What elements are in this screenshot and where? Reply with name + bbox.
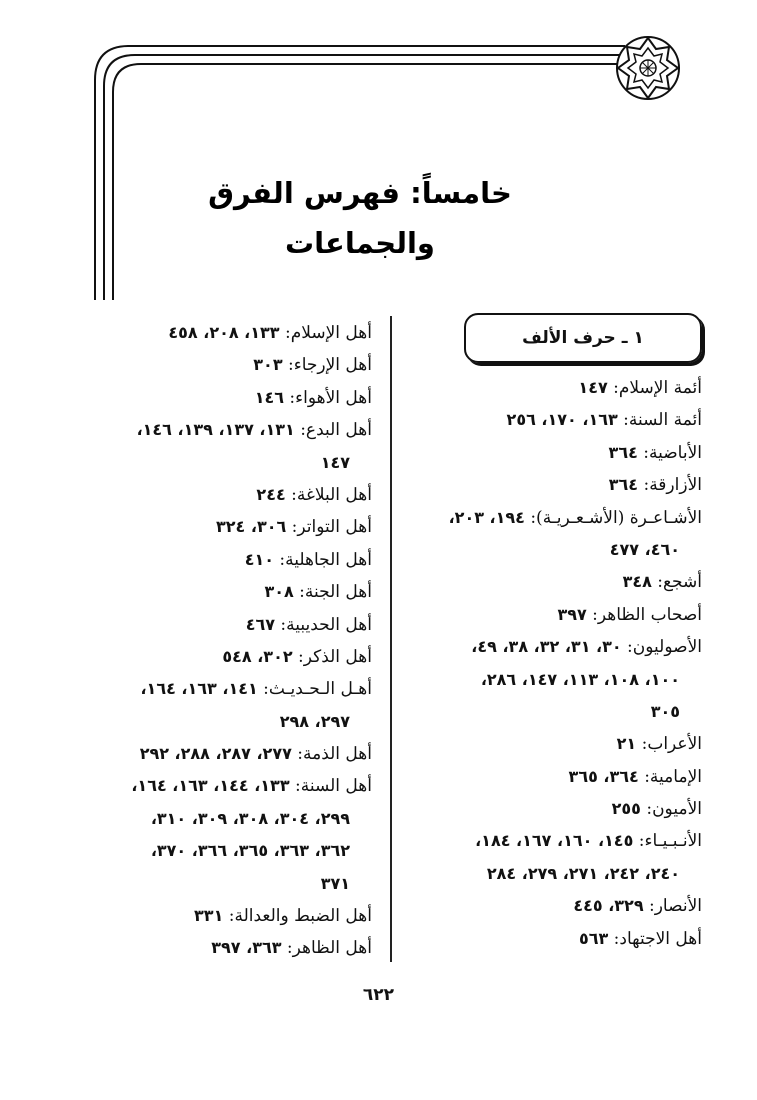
index-entry [52,868,372,900]
entry-page-numbers: ٥٦٣ [578,928,609,948]
index-entry [52,932,372,964]
index-entry [52,544,372,576]
index-entry [52,447,372,479]
entry-label: الأنـبـيـاء: [638,831,702,852]
index-entry [52,511,372,543]
index-entry [52,382,372,414]
index-entry [52,803,372,835]
entry-page-numbers: ٣٢٩، ٤٤٥ [573,896,644,916]
column-divider [390,316,392,962]
index-entry [52,770,372,802]
index-entry [52,414,372,446]
ornament-icon [617,37,679,99]
index-entry [402,923,702,955]
index-entry [402,566,702,598]
entry-page-numbers: ١٤٧ [578,378,608,397]
entry-label: الأميون: [646,799,702,820]
index-entry [402,728,702,760]
entry-page-numbers: ١٤٧ [320,452,350,472]
entry-page-numbers: ٣٠، ٣١، ٣٢، ٣٨، ٤٩، [471,637,622,657]
index-entry [52,900,372,932]
entry-label: أهل الذكر: [298,646,372,667]
index-entry [402,761,702,793]
entry-page-numbers: ٣٧١ [320,873,350,893]
entry-page-numbers: ٣٠٦، ٣٢٤ [216,517,287,537]
entry-label: الأزارقة: [643,475,702,496]
entry-page-numbers: ٣٩٧ [557,604,587,624]
entry-page-numbers: ٢٤٤ [256,484,286,504]
entry-label: أهل الجنة: [299,582,372,603]
index-entry [402,631,702,663]
index-column-right [402,372,702,955]
entry-label: أهل البدع: [300,420,372,441]
entry-page-numbers: ٣٠٣ [253,355,283,375]
index-entry [402,664,702,696]
entry-page-numbers: ٣٠٢، ٥٤٨ [222,646,293,666]
entry-page-numbers: ٤٦٧ [245,614,275,634]
entry-label: أهـل الـحـديـث: [263,679,372,700]
entry-label: أهل الجاهلية: [279,549,372,570]
entry-label: الإمامية: [644,766,702,787]
index-entry [52,673,372,705]
index-entry [402,793,702,825]
entry-page-numbers: ٢٤٠، ٢٤٢، ٢٧١، ٢٧٩، ٢٨٤ [486,863,680,883]
entry-page-numbers: ٣٠٥ [650,701,680,721]
index-entry [402,858,702,890]
entry-page-numbers: ٢٩٩، ٣٠٤، ٣٠٨، ٣٠٩، ٣١٠، [150,808,350,828]
entry-label: أهل الأهواء: [289,387,372,408]
entry-label: الأعراب: [641,734,702,755]
index-entry [52,641,372,673]
entry-label: أهل الحديبية: [280,614,372,635]
entry-label: أهل الظاهر: [286,938,372,959]
page-number: ٦٢٢ [362,985,395,1005]
entry-page-numbers: ١٤١، ١٦٣، ١٦٤، [140,679,258,699]
entry-page-numbers: ١٣٣، ٢٠٨، ٤٥٨ [168,323,280,342]
entry-label: أئمة الإسلام: [613,378,702,398]
entry-label: أهل السنة: [294,776,372,797]
entry-label: الأصوليون: [627,637,702,658]
index-entry [52,317,372,349]
index-entry [402,825,702,857]
entry-label: أئمة السنة: [623,410,702,431]
entry-page-numbers: ٣٣١ [194,906,224,926]
entry-label: أهل الإسلام: [284,323,372,343]
entry-label: أهل الذمة: [297,744,372,765]
entry-page-numbers: ١٩٤، ٢٠٣، [448,507,525,527]
section-heading: ١ ـ حرف الألف [464,313,702,363]
entry-page-numbers: ٣٠٨ [264,582,294,602]
index-entry [52,349,372,381]
entry-label: الأشـاعـرة (الأشـعـريـة): [530,507,702,528]
entry-label: أهل الاجتهاد: [613,928,702,949]
entry-page-numbers: ١٤٥، ١٦٠، ١٦٧، ١٨٤، [475,831,634,851]
index-entry [402,890,702,922]
index-entry [402,404,702,436]
entry-label: أشجع: [657,572,702,593]
index-entry [52,479,372,511]
entry-page-numbers: ٢١ [616,734,637,754]
entry-label: أهل الإرجاء: [287,355,372,376]
index-entry [402,437,702,469]
entry-label: الأنصار: [648,896,702,917]
index-entry [402,599,702,631]
entry-label: أهل البلاغة: [291,484,372,505]
index-entry [52,738,372,770]
entry-page-numbers: ١٦٣، ١٧٠، ٢٥٦ [506,410,618,430]
index-entry [402,469,702,501]
entry-label: أهل التواتر: [291,517,372,538]
entry-label: الأباضية: [643,442,702,463]
page-title: خامساً: فهرس الفرق والجماعات [208,176,512,260]
entry-page-numbers: ١٠٠، ١٠٨، ١١٣، ١٤٧، ٢٨٦، [480,669,680,689]
entry-page-numbers: ٣٦٢، ٣٦٣، ٣٦٥، ٣٦٦، ٣٧٠، [150,841,350,861]
index-entry [52,706,372,738]
entry-page-numbers: ١٣١، ١٣٧، ١٣٩، ١٤٦، [136,420,295,440]
entry-page-numbers: ٢٩٧، ٢٩٨ [279,711,350,731]
index-entry [402,372,702,404]
entry-page-numbers: ١٣٣، ١٤٤، ١٦٣، ١٦٤، [131,776,290,796]
index-entry [402,696,702,728]
index-entry [402,502,702,534]
entry-page-numbers: ٣٦٣، ٣٩٧ [211,938,282,958]
entry-page-numbers: ١٤٦ [254,387,285,407]
index-entry [52,835,372,867]
index-entry [402,534,702,566]
entry-page-numbers: ٣٦٤، ٣٦٥ [568,766,639,786]
entry-page-numbers: ٣٦٤ [608,475,639,495]
entry-page-numbers: ٣٦٤ [608,442,638,462]
entry-page-numbers: ٢٧٧، ٢٨٧، ٢٨٨، ٢٩٢ [139,744,292,764]
entry-label: أهل الضبط والعدالة: [228,906,372,927]
entry-page-numbers: ٤٦٠، ٤٧٧ [609,539,680,559]
entry-page-numbers: ٣٤٨ [622,572,652,592]
entry-page-numbers: ٤١٠ [244,549,274,569]
entry-label: أصحاب الظاهر: [592,604,702,625]
index-entry [52,609,372,641]
index-column-left [52,317,372,965]
entry-page-numbers: ٢٥٥ [611,799,641,819]
index-entry [52,576,372,608]
